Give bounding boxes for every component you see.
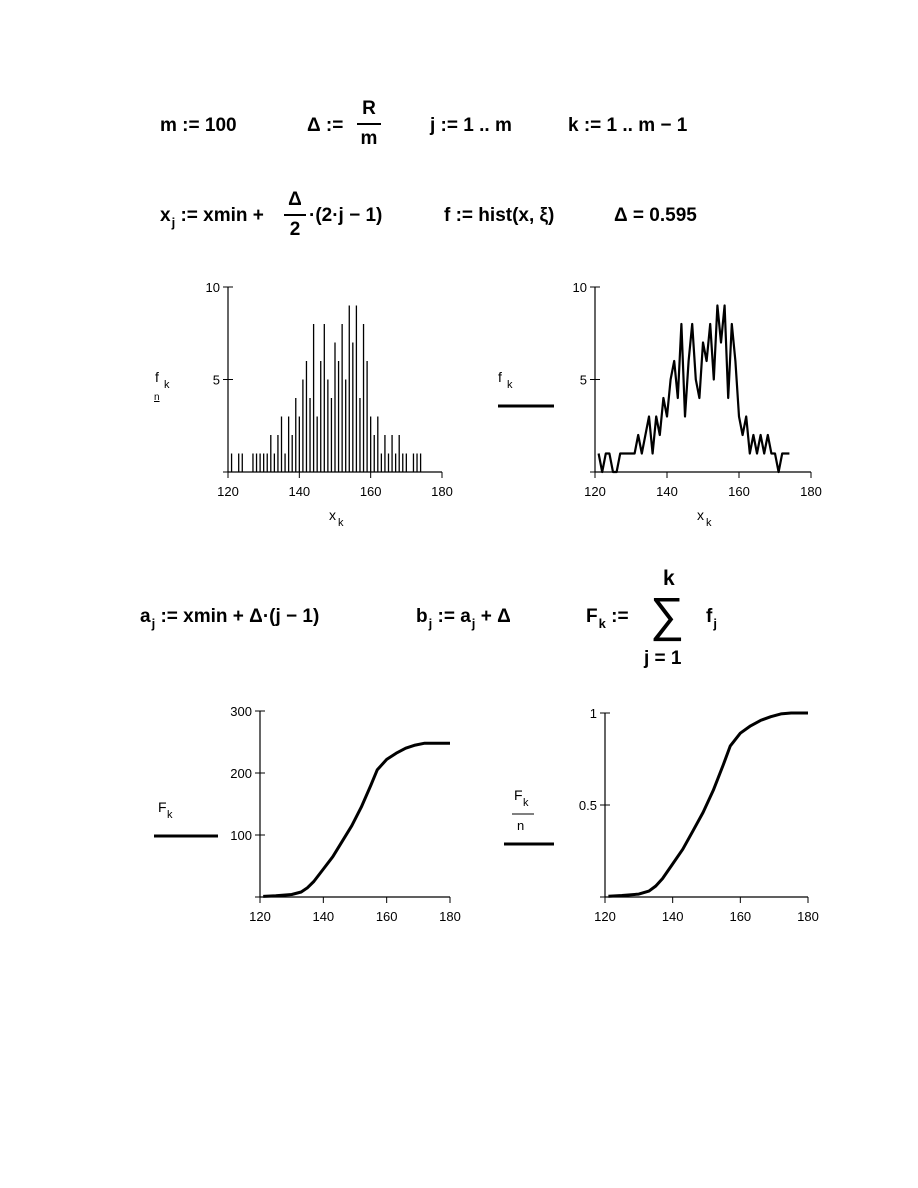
- x-tick-label: 120: [594, 909, 616, 924]
- y-axis-label-subscript: k: [523, 797, 529, 809]
- delta-denominator: m: [360, 128, 378, 149]
- y-tick-label: 300: [230, 704, 252, 719]
- delta-numerator: R: [362, 98, 376, 119]
- y-axis-label-subscript: k: [507, 379, 513, 391]
- series-line: [608, 713, 808, 896]
- x-tick-label: 120: [217, 484, 239, 499]
- y-axis-label: F: [514, 787, 523, 803]
- x-tick-label: 140: [288, 484, 311, 499]
- x-subscript: j: [171, 215, 176, 230]
- b-subscript-2: j: [471, 616, 476, 631]
- x-tick-label: 180: [431, 484, 453, 499]
- x-tail: ·(2·j − 1): [309, 205, 383, 226]
- sum-upper-limit: k: [663, 567, 675, 590]
- F-assign: :=: [611, 606, 629, 627]
- F-subscript: k: [598, 616, 606, 631]
- b-subscript: j: [428, 616, 433, 631]
- k-range-definition: k := 1 .. m − 1: [568, 115, 688, 136]
- x-lhs: x: [160, 205, 171, 226]
- x-mid: := xmin +: [180, 205, 264, 226]
- histogram-line-chart: [490, 270, 830, 535]
- x-tick-label: 160: [359, 484, 382, 499]
- y-tick-label: 10: [572, 280, 587, 295]
- y-tick-label: 10: [205, 280, 220, 295]
- x-tick-label: 140: [312, 909, 335, 924]
- y-axis-label-subscript: k: [167, 809, 173, 821]
- b-lhs: b: [416, 606, 428, 627]
- x-tick-label: 160: [729, 909, 752, 924]
- b-definition: [416, 606, 511, 631]
- a-definition: [140, 606, 320, 631]
- delta-fraction: [357, 97, 381, 151]
- cumulative-count-chart: [140, 700, 480, 940]
- delta-value: Δ = 0.595: [614, 205, 697, 226]
- x-tick-label: 160: [728, 484, 750, 499]
- y-axis-label-under: n: [154, 392, 160, 403]
- j-range-definition: j := 1 .. m: [430, 115, 512, 136]
- x-tick-label: 120: [584, 484, 606, 499]
- x-tick-label: 180: [439, 909, 461, 924]
- hist-definition: f := hist(x, ξ): [444, 205, 555, 226]
- y-tick-label: 5: [212, 372, 220, 388]
- x-axis-label-subscript: k: [338, 517, 344, 529]
- x-definition: [160, 205, 264, 230]
- sum-term-subscript: j: [713, 616, 717, 631]
- y-tick-label: 5: [579, 372, 587, 388]
- histogram-bar-chart: [140, 270, 470, 535]
- sum-term-f: f: [706, 606, 713, 627]
- b-mid: := a: [437, 606, 471, 627]
- delta-lhs: Δ :=: [307, 115, 344, 136]
- x-tick-label: 180: [797, 909, 819, 924]
- y-axis-label-denominator: n: [517, 818, 525, 833]
- x-fraction: [284, 188, 306, 242]
- y-axis-label-subscript: k: [164, 379, 170, 391]
- b-tail: + Δ: [480, 606, 511, 627]
- x-axis-label: x: [697, 507, 704, 523]
- summation-sign: ∑: [650, 589, 685, 642]
- series-line: [263, 743, 450, 896]
- y-tick-label: 0.5: [578, 798, 597, 813]
- x-tick-label: 160: [375, 909, 398, 924]
- x-axis-label: x: [329, 507, 336, 523]
- a-subscript: j: [151, 616, 156, 631]
- sum-term: [706, 606, 717, 631]
- y-axis-label: F: [158, 799, 167, 815]
- a-rhs: := xmin + Δ·(j − 1): [160, 606, 320, 627]
- cumulative-fraction-chart: [490, 700, 830, 940]
- series-line: [599, 306, 790, 473]
- x-tick-label: 140: [661, 909, 684, 924]
- m-definition: m := 100: [160, 115, 237, 136]
- y-tick-label: 1: [589, 706, 597, 721]
- F-lhs: F: [586, 606, 598, 627]
- y-tick-label: 200: [230, 766, 252, 781]
- sum-lower-limit: j = 1: [644, 648, 682, 669]
- fraction-bar: [357, 123, 381, 125]
- a-lhs: a: [140, 606, 151, 627]
- y-axis-label: f: [155, 369, 159, 385]
- x-tick-label: 140: [656, 484, 678, 499]
- y-axis-label: f: [498, 369, 502, 385]
- x-axis-label-subscript: k: [706, 517, 712, 529]
- F-definition: [586, 606, 629, 631]
- fraction-bar: [284, 214, 306, 216]
- x-tick-label: 120: [249, 909, 271, 924]
- x-fraction-denominator: 2: [289, 219, 301, 240]
- y-tick-label: 100: [230, 828, 252, 843]
- x-fraction-numerator: Δ: [288, 189, 302, 210]
- x-tick-label: 180: [800, 484, 822, 499]
